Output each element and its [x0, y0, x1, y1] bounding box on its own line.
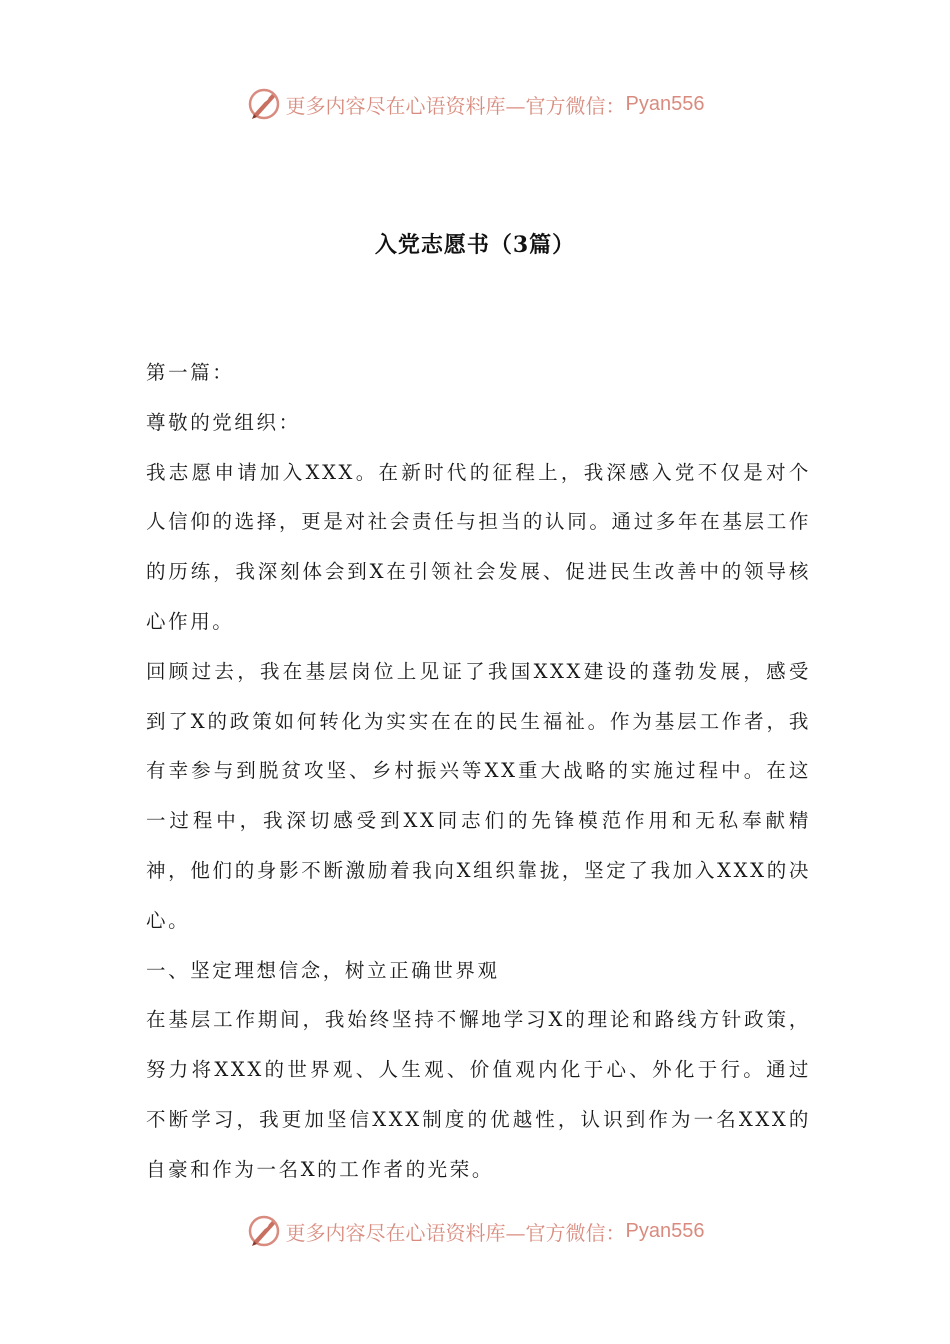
- watermark-banner-bottom: [0, 1207, 950, 1255]
- pen-logo-icon: [246, 1213, 282, 1249]
- watermark-slogan: 更多内容尽在心语资料库—: [285, 93, 526, 118]
- watermark-wechat-id: Pyan556: [625, 1219, 705, 1242]
- section-label: 第一篇：: [146, 361, 235, 384]
- paragraph-2: 回顾过去，我在基层岗位上见证了我国XXX建设的蓬勃发展，感受到了X的政策如何转化为实实在在的民生福祉。作为基层工作者，我有幸参与到脱贫攻坚、乡村振兴等XX重大战略的实施过程中。在这一过程中，我深切感受到XX同志们的先锋模范作用和无私奉献精神，他们的身影不断激励着我向X组织靠拢，坚定了我加入XXX的决心。: [146, 659, 811, 932]
- watermark-wechat-label: 官方微信：: [525, 1220, 626, 1245]
- document-body: [146, 348, 811, 1195]
- pen-logo-icon: [246, 86, 282, 122]
- salutation: 尊敬的党组织：: [146, 410, 301, 434]
- paragraph-3: 在基层工作期间，我始终坚持不懈地学习X的理论和路线方针政策，努力将XXX的世界观、人生观、价值观内化于心、外化于行。通过不断学习，我更加坚信XXX制度的优越性，认识到作为一名XXX的自豪和作为一名X的工作者的光荣。: [146, 1008, 811, 1181]
- document-title: 入党志愿书（3篇）: [374, 232, 576, 258]
- watermark-slogan: 更多内容尽在心语资料库—: [285, 1220, 526, 1245]
- watermark-wechat-label: 官方微信：: [525, 93, 626, 118]
- watermark-banner-top: [0, 80, 950, 128]
- paragraph-1: 我志愿申请加入XXX。在新时代的征程上，我深感入党不仅是对个人信仰的选择，更是对社会责任与担当的认同。通过多年在基层工作的历练，我深刻体会到X在引领社会发展、促进民生改善中的领导核心作用。: [146, 460, 811, 633]
- section-heading-1: 一、坚定理想信念，树立正确世界观: [146, 958, 500, 982]
- watermark-wechat-id: Pyan556: [625, 92, 705, 115]
